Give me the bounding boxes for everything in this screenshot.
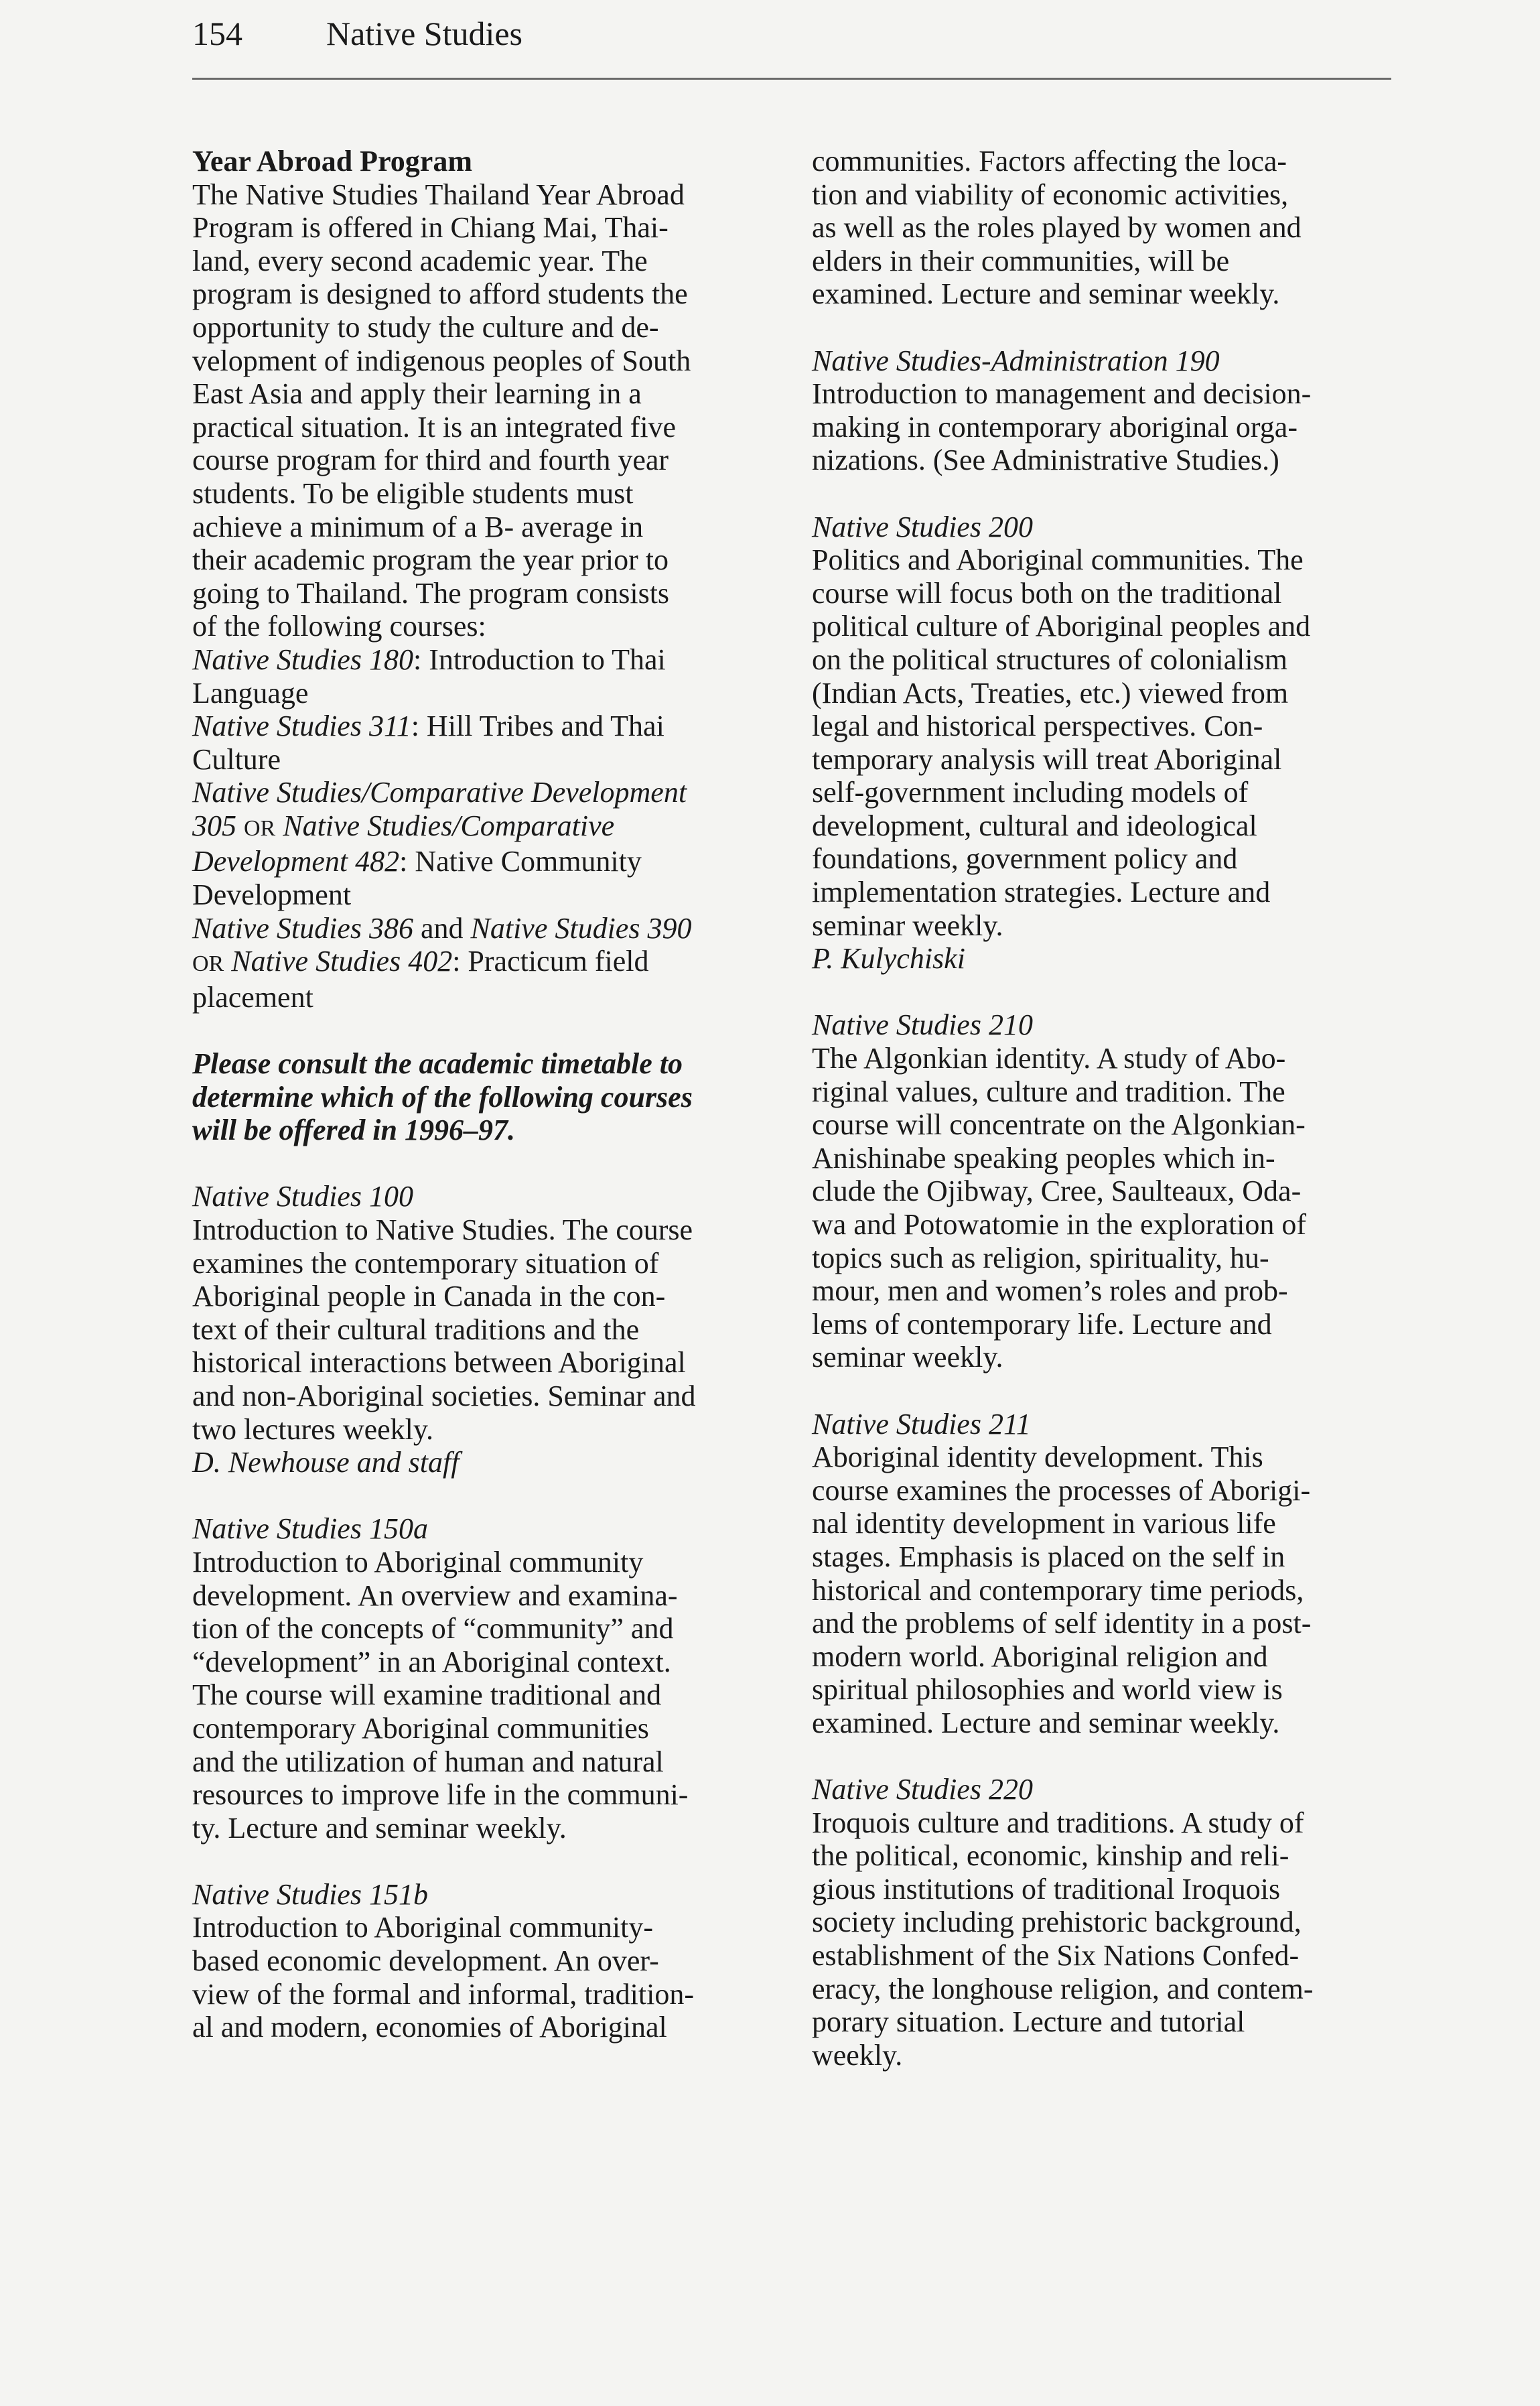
course-line: Introduction to Aboriginal community: [192, 1545, 644, 1579]
course-name: Development 482: [192, 845, 400, 878]
body-line: achieve a minimum of a B- average in: [192, 510, 644, 543]
body-line: velopment of indigenous peoples of South: [192, 344, 691, 377]
body-line: course program for third and fourth year: [192, 444, 669, 477]
course-line: Introduction to management and decision-: [812, 377, 1312, 411]
body-line: their academic program the year prior to: [192, 543, 669, 577]
course-line: and the utilization of human and natural: [192, 1745, 664, 1778]
year-abroad-body: [192, 178, 775, 643]
course-line: and non-Aboriginal societies. Seminar and: [192, 1379, 696, 1412]
course-line: spiritual philosophies and world view is: [812, 1673, 1283, 1707]
course-line: the political, economic, kinship and reli-: [812, 1839, 1289, 1873]
course-name: Native Studies 402: [231, 945, 453, 978]
course-line: wa and Potowatomie in the exploration of: [812, 1208, 1307, 1241]
course-line: view of the formal and informal, tradition-: [192, 1977, 694, 2011]
course-line: The course will examine traditional and: [192, 1678, 662, 1712]
program-course-line: [192, 845, 775, 878]
body-line: East Asia and apply their learning in a: [192, 377, 642, 411]
course-line: Aboriginal identity development. This: [812, 1441, 1263, 1474]
body-line: practical situation. It is an integrated five: [192, 410, 677, 444]
course-line: Introduction to Aboriginal community-: [192, 1911, 654, 1944]
course-line: examined. Lecture and seminar weekly.: [812, 277, 1280, 311]
course-line: Introduction to Native Studies. The course: [192, 1213, 693, 1246]
course-title: Native Studies 100: [192, 1180, 413, 1213]
course-entry: [812, 1408, 1395, 1740]
notice-line: determine which of the following courses: [192, 1080, 693, 1114]
body-line: opportunity to study the culture and de-: [192, 310, 659, 344]
course-instructor: D. Newhouse and staff: [192, 1446, 460, 1479]
course-entry: [192, 1512, 775, 1845]
course-line: legal and historical perspectives. Con-: [812, 710, 1263, 743]
right-column: [812, 145, 1395, 2072]
body-line: Program is offered in Chiang Mai, Thai-: [192, 211, 669, 245]
body-line: students. To be eligible students must: [192, 476, 634, 510]
course-line: text of their cultural traditions and the: [192, 1313, 640, 1346]
course-line: porary situation. Lecture and tutorial: [812, 2005, 1245, 2039]
course-name: Native Studies 386: [192, 911, 413, 945]
course-desc: : Hill Tribes and Thai: [411, 710, 664, 743]
body-line: The Native Studies Thailand Year Abroad: [192, 178, 685, 211]
course-line: ty. Lecture and seminar weekly.: [192, 1811, 567, 1845]
course-line: Aboriginal people in Canada in the con-: [192, 1280, 666, 1313]
course-line: course will concentrate on the Algonkian-: [812, 1108, 1306, 1142]
and-word: and: [420, 911, 464, 945]
notice-line: Please consult the academic timetable to: [192, 1047, 683, 1081]
program-course-list: [192, 643, 775, 1014]
course-line: implementation strategies. Lecture and: [812, 876, 1271, 909]
course-line: political culture of Aboriginal peoples and: [812, 610, 1311, 643]
course-entry: [192, 1180, 775, 1479]
year-abroad-heading: Year Abroad Program: [192, 145, 472, 178]
course-line: society including prehistoric background,: [812, 1906, 1302, 1939]
course-line: topics such as religion, spirituality, hu-: [812, 1241, 1269, 1274]
course-line: seminar weekly.: [812, 909, 1003, 942]
course-line: tion of the concepts of “community” and: [192, 1612, 674, 1646]
course-entry: [812, 1008, 1395, 1374]
course-line: examines the contemporary situation of: [192, 1246, 659, 1280]
course-line: foundations, government policy and: [812, 842, 1238, 876]
body-line: land, every second academic year. The: [192, 244, 648, 277]
course-title: Native Studies 151b: [192, 1877, 428, 1911]
body-line: going to Thailand. The program consists: [192, 576, 670, 610]
course-title: Native Studies 200: [812, 510, 1033, 543]
course-name: Native Studies 180: [192, 643, 413, 676]
course-line: stages. Emphasis is placed on the self in: [812, 1540, 1285, 1573]
course-title: Native Studies-Administration 190: [812, 344, 1220, 377]
course-line: nal identity development in various life: [812, 1507, 1276, 1540]
course-number: 305: [192, 809, 236, 842]
course-line: examined. Lecture and seminar weekly.: [812, 1706, 1280, 1739]
course-entry: [812, 1773, 1395, 2072]
course-line: course examines the processes of Aborigi-: [812, 1473, 1311, 1507]
course-line: course will focus both on the traditional: [812, 576, 1282, 610]
program-course-line: [192, 912, 775, 945]
course-name: Native Studies/Comparative: [283, 809, 615, 842]
course-title: Native Studies 220: [812, 1773, 1033, 1806]
program-course-line: Native Studies/Comparative Development: [192, 776, 687, 809]
course-line: and the problems of self identity in a post-: [812, 1607, 1312, 1640]
course-entry: [812, 344, 1395, 477]
notice-line: will be offered in 1996–97.: [192, 1114, 515, 1147]
section-title: Native Studies: [326, 15, 523, 52]
course-line: two lectures weekly.: [192, 1412, 434, 1446]
course-desc: : Native Community: [399, 845, 642, 878]
course-entry: [192, 1878, 775, 2044]
course-title: Native Studies 150a: [192, 1512, 428, 1546]
body-line: program is designed to afford students the: [192, 277, 688, 311]
course-line: The Algonkian identity. A study of Abo-: [812, 1042, 1286, 1075]
course-line: modern world. Aboriginal religion and: [812, 1640, 1268, 1673]
course-line: self-government including models of: [812, 776, 1249, 809]
course-line: establishment of the Six Nations Confed-: [812, 1939, 1300, 1973]
course-title: Native Studies 211: [812, 1407, 1031, 1441]
course-line: (Indian Acts, Treaties, etc.) viewed from: [812, 676, 1289, 710]
course-entry: [812, 511, 1395, 976]
course-title: Native Studies 210: [812, 1008, 1033, 1042]
course-line: Anishinabe speaking peoples which in-: [812, 1141, 1275, 1175]
course-line: contemporary Aboriginal communities: [192, 1711, 649, 1745]
or-word: OR: [244, 815, 276, 841]
course-line: elders in their communities, will be: [812, 244, 1230, 277]
course-line: eracy, the longhouse religion, and contem-: [812, 1972, 1314, 2005]
course-line: development. An overview and examina-: [192, 1579, 678, 1612]
program-course-line: [192, 710, 775, 743]
course-name: Native Studies 311: [192, 710, 411, 743]
course-line: resources to improve life in the communi-: [192, 1778, 689, 1812]
course-line: weekly.: [812, 2038, 903, 2072]
course-line: development, cultural and ideological: [812, 809, 1257, 842]
course-continuation: [812, 145, 1395, 311]
course-line: temporary analysis will treat Aboriginal: [812, 742, 1282, 776]
course-line: communities. Factors affecting the loca-: [812, 145, 1287, 178]
program-course-line: Language: [192, 676, 309, 710]
course-desc: : Practicum field: [452, 945, 649, 978]
program-course-line: [192, 809, 775, 846]
course-line: based economic development. An over-: [192, 1944, 659, 1978]
course-line: seminar weekly.: [812, 1341, 1003, 1374]
course-line: gious institutions of traditional Iroquois: [812, 1872, 1281, 1906]
course-line: “development” in an Aboriginal context.: [192, 1645, 671, 1678]
program-course-line: Development: [192, 878, 352, 912]
course-line: historical and contemporary time periods,: [812, 1573, 1304, 1607]
left-column: [192, 145, 775, 2044]
program-course-line: [192, 945, 775, 981]
course-name: Native Studies 390: [470, 911, 692, 945]
header-rule: [192, 78, 1391, 80]
timetable-notice: [192, 1047, 775, 1147]
course-line: on the political structures of colonialism: [812, 643, 1287, 676]
body-line: of the following courses:: [192, 610, 486, 643]
course-line: riginal values, culture and tradition. The: [812, 1075, 1285, 1108]
course-desc: : Introduction to Thai: [413, 643, 666, 676]
course-line: al and modern, economies of Aboriginal: [192, 2011, 667, 2044]
course-line: tion and viability of economic activities,: [812, 178, 1289, 211]
course-line: nizations. (See Administrative Studies.): [812, 444, 1279, 477]
course-instructor: P. Kulychiski: [812, 942, 965, 976]
program-course-line: [192, 643, 775, 677]
program-course-line: Culture: [192, 742, 281, 776]
course-line: historical interactions between Aboriginal: [192, 1346, 686, 1380]
page-header: [192, 12, 1391, 79]
course-line: lems of contemporary life. Lecture and: [812, 1307, 1272, 1341]
course-line: mour, men and women’s roles and prob-: [812, 1274, 1288, 1308]
course-line: making in contemporary aboriginal orga-: [812, 410, 1298, 444]
page-number: 154: [192, 15, 242, 52]
course-line: Iroquois culture and traditions. A study of: [812, 1806, 1304, 1839]
course-line: Politics and Aboriginal communities. The: [812, 543, 1304, 577]
course-line: clude the Ojibway, Cree, Saulteaux, Oda-: [812, 1175, 1302, 1208]
or-word: OR: [192, 951, 224, 977]
program-course-line: placement: [192, 980, 313, 1014]
course-line: as well as the roles played by women and: [812, 211, 1302, 245]
